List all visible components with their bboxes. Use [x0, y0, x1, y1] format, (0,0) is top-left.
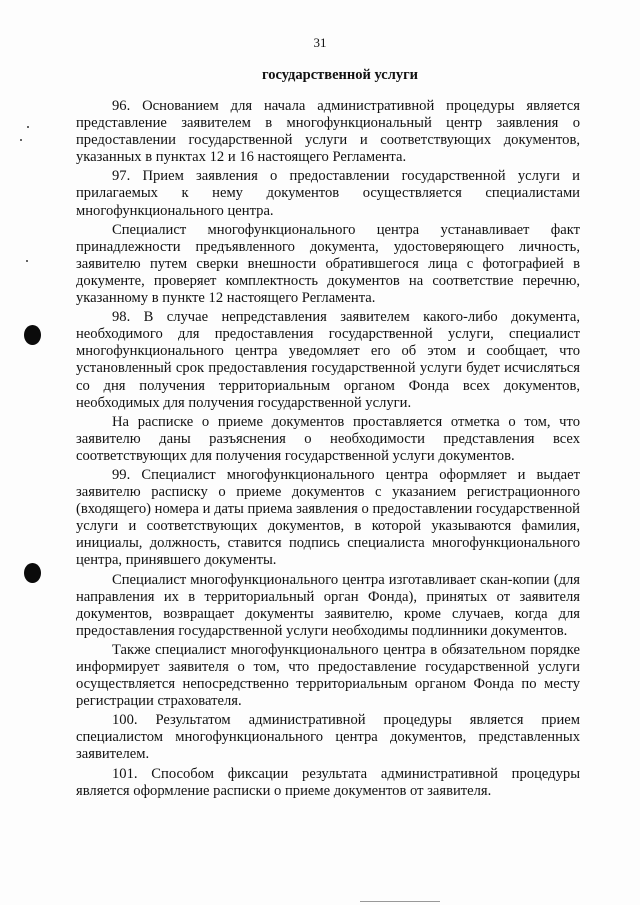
scan-speck — [27, 126, 29, 128]
paragraph-99: 99. Специалист многофункционального центра оформляет и выдает заявителю расписку о приеме документов с указанием регистрационного (входящего) номера и даты приема заявления о предоставлении государственной услуги и соответствующих документов, в которой указываются фамилия, инициалы, должность, ставится подпись специалиста многофункционального центра, принявшего документы. — [76, 466, 580, 569]
scan-edge-line — [360, 901, 440, 902]
paragraph-97-specialist: Специалист многофункционального центра устанавливает факт принадлежности предъявленного документа, удостоверяющего личность, заявителю путем сверки внешности обратившегося лица с фотографией в документе, проверяет комплектность документов на соответствие перечню, указанному в пункте 12 настоящего Регламента. — [76, 221, 580, 307]
binder-hole-lower — [24, 563, 41, 583]
paragraph-98: 98. В случае непредставления заявителем какого-либо документа, необходимого для предоставления государственной услуги, специалист многофункционального центра уведомляет его об этом и сообщает, что установленный срок предоставления государственной услуги будет исчисляться со дня получения территориальным органом Фонда всех документов, необходимых для получения государственной услуги. — [76, 309, 580, 411]
section-title: государственной услуги — [261, 67, 419, 83]
paragraph-99-scan-copies: Специалист многофункционального центра изготавливает скан-копии (для направления их в территориальный орган Фонда), принятых от заявителя документов, возвращает документы заявителю, кроме случаев, когда для предоставления государственной услуги необходимы подлинники документов. — [76, 571, 580, 639]
document-body — [76, 98, 580, 802]
scan-speck — [20, 139, 22, 141]
paragraph-96: 96. Основанием для начала административной процедуры является представление заявителем в многофункциональный центр заявления о предоставлении государственной услуги и соответствующих документов, указанных в пунктах 12 и 16 настоящего Регламента. — [76, 98, 580, 166]
paragraph-97: 97. Прием заявления о предоставлении государственной услуги и прилагаемых к нему документов осуществляется специалистами многофункционального центра. — [76, 168, 580, 219]
paragraph-101: 101. Способом фиксации результата административной процедуры является оформление расписки о приеме документов от заявителя. — [76, 765, 580, 799]
paragraph-99-inform: Также специалист многофункционального центра в обязательном порядке информирует заявителя о том, что предоставление государственной услуги осуществляется непосредственно территориальным органом Фонда по месту регистрации страхователя. — [76, 641, 580, 710]
scan-speck — [26, 260, 28, 262]
binder-hole-upper — [24, 325, 41, 345]
paragraph-100: 100. Результатом административной процедуры является прием специалистом многофункционального центра документов, представленных заявителем. — [76, 712, 580, 763]
paragraph-98-receipt-note: На расписке о приеме документов проставляется отметка о том, что заявителю даны разъяснения о необходимости представления всех соответствующих для получения государственной услуги документов. — [76, 413, 580, 464]
page-number: 31 — [313, 35, 327, 50]
